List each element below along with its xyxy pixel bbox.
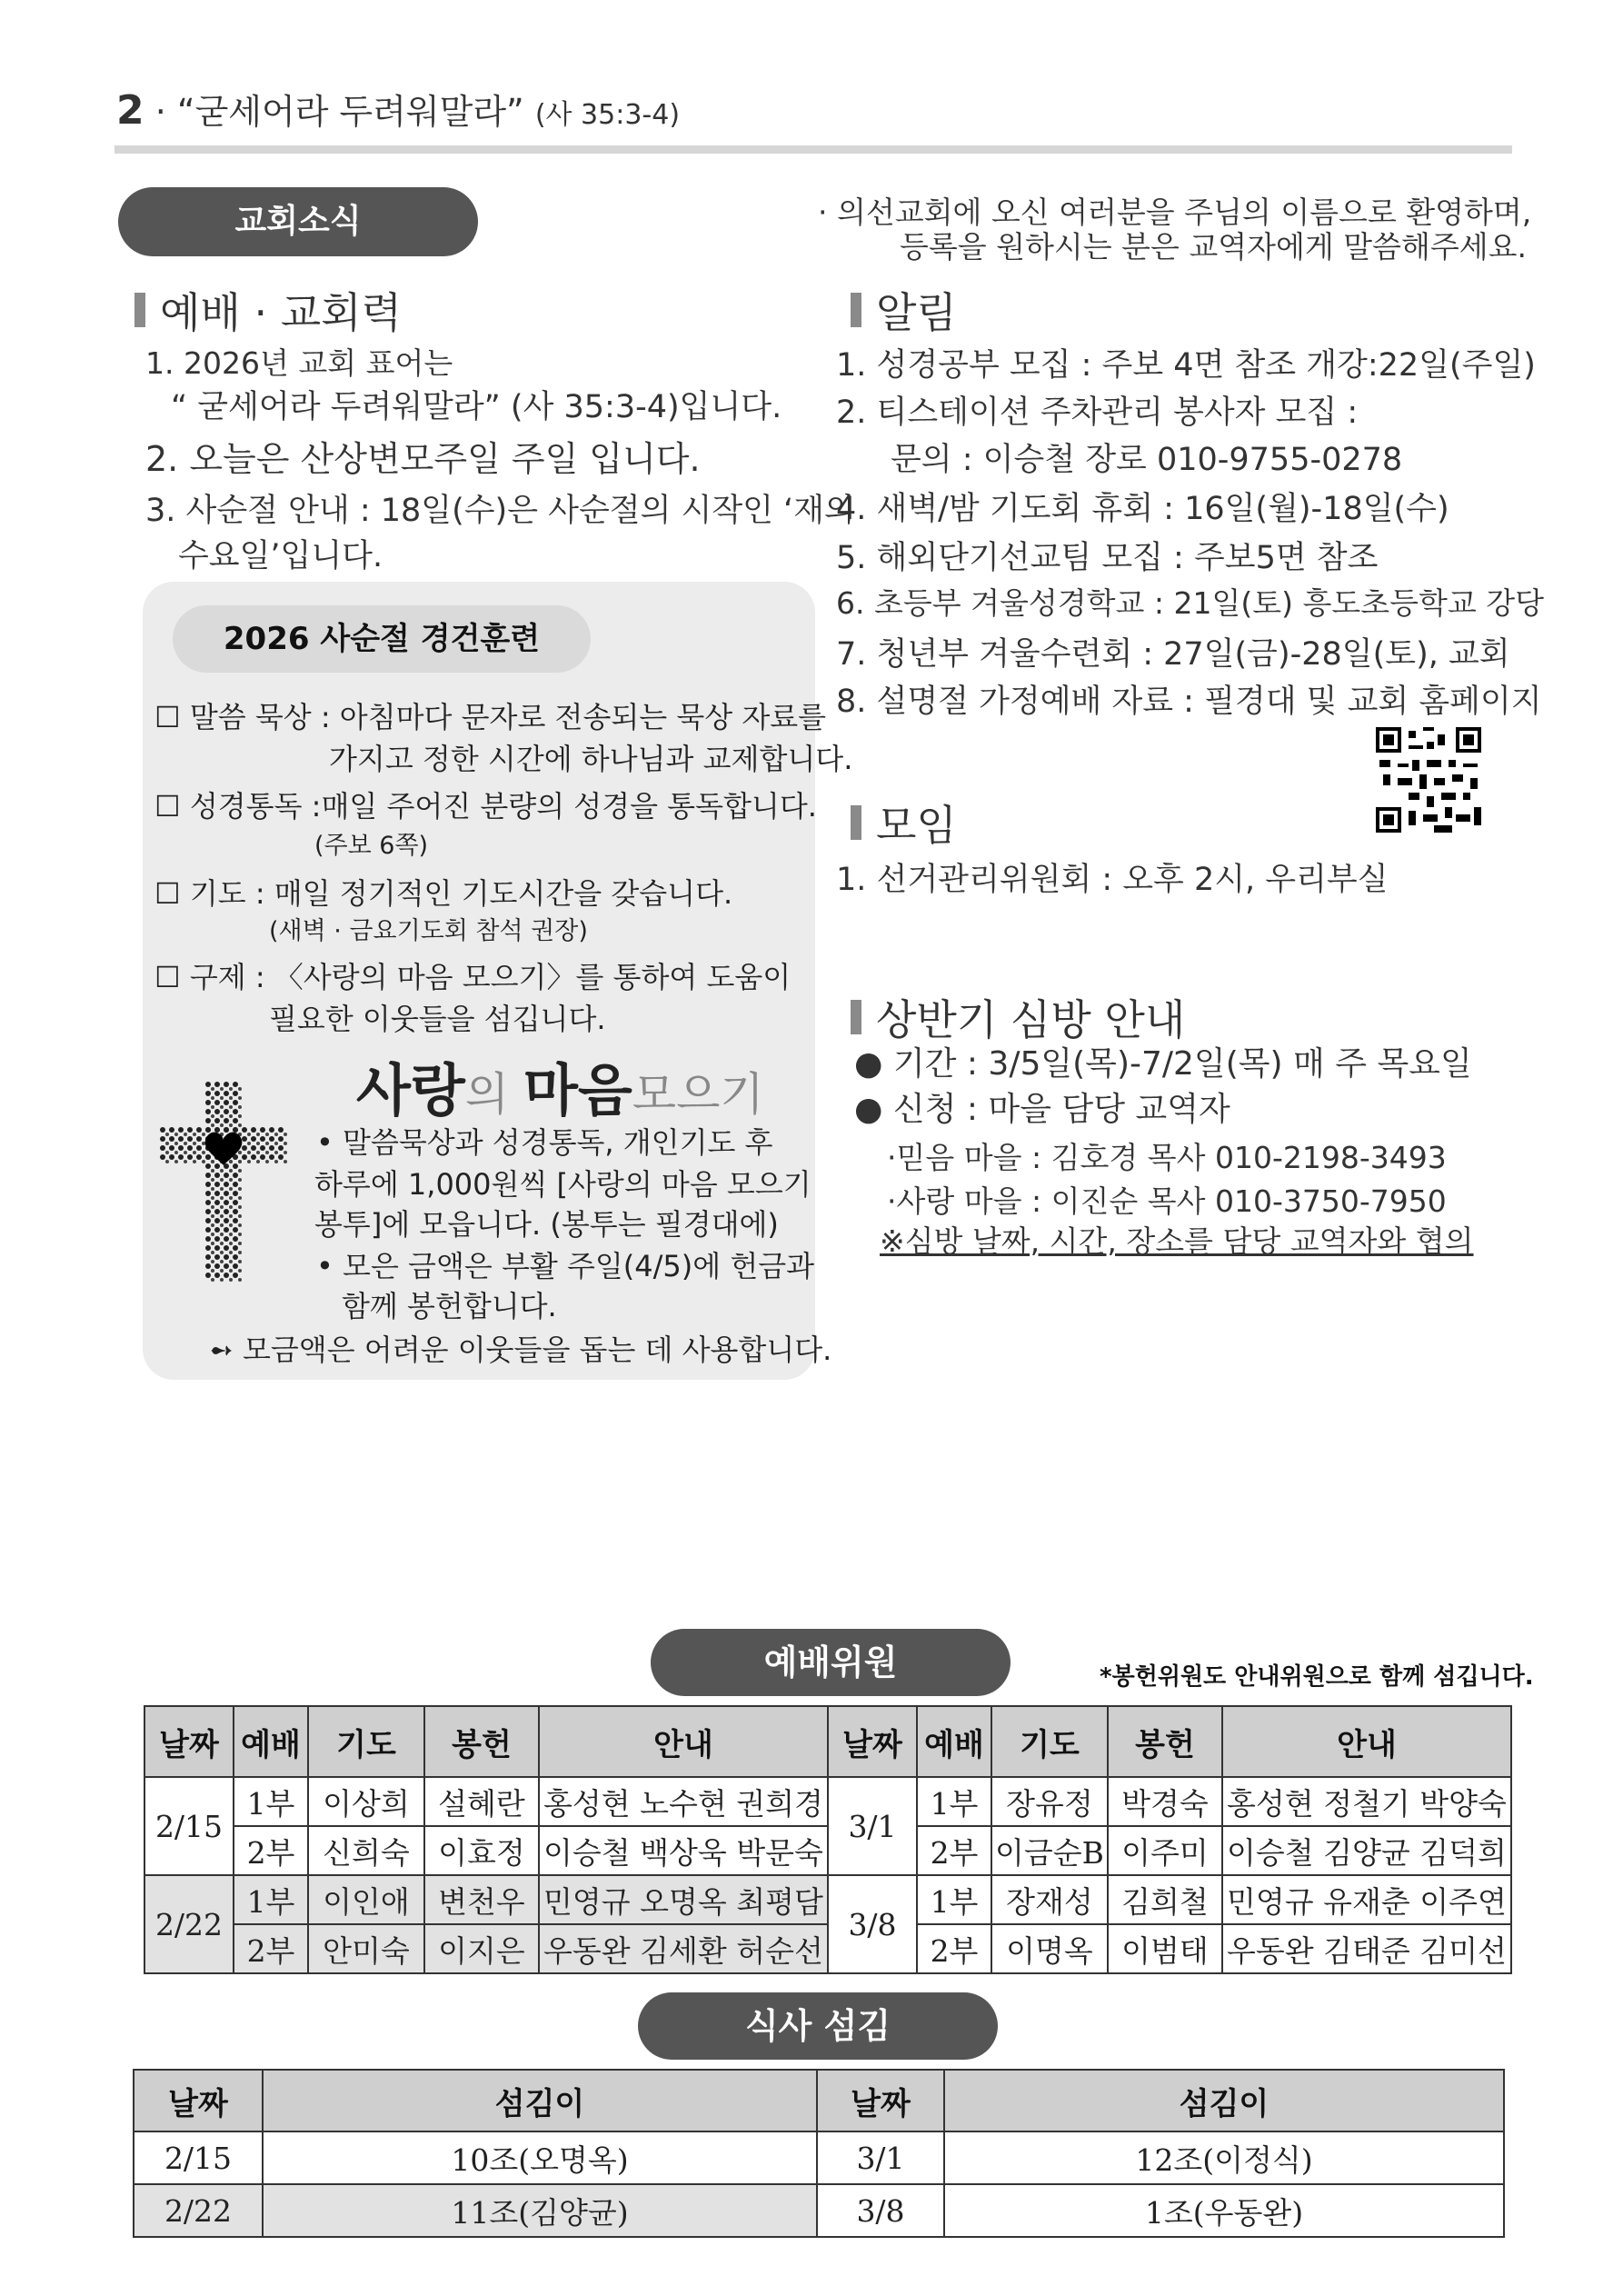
table-cell: 우동완 김태준 김미선: [1222, 1924, 1511, 1973]
col-header: 날짜: [828, 1706, 917, 1777]
visit-title: 상반기 심방 안내: [876, 995, 1186, 1044]
love-line: 하루에 1,000원씩 [사랑의 마음 모으기: [314, 1167, 812, 1202]
lent-pill: 2026 사순절 경건훈련: [173, 605, 591, 673]
table-cell: 11조(김양균): [263, 2184, 817, 2237]
notice-item: 문의 : 이승철 장로 010-9755-0278: [891, 442, 1403, 478]
table-cell: 12조(이정식): [944, 2131, 1504, 2184]
table-cell: 2/15: [134, 2131, 263, 2184]
meeting-item: 1. 선거관리위원회 : 오후 2시, 우리부실: [836, 862, 1389, 898]
table-row: [134, 2131, 1504, 2184]
visit-village: ·사랑 마을 : 이진순 목사 010-3750-7950: [887, 1183, 1447, 1219]
table-cell: 3/8: [817, 2184, 944, 2237]
meeting-heading: [851, 793, 957, 853]
notice-item: 6. 초등부 겨울성경학교 : 21일(토) 흥도초등학교 강당: [836, 585, 1544, 621]
notice-item: 1. 성경공부 모집 : 주보 4면 참조 개강:22일(주일): [836, 347, 1536, 384]
date-cell: 3/8: [828, 1875, 917, 1973]
calendar-item: 3. 사순절 안내 : 18일(수)은 사순절의 시작인 ‘재의: [145, 493, 855, 529]
table-cell: 이지은: [424, 1924, 539, 1973]
col-header: 기도: [308, 1706, 424, 1777]
section-bar: [134, 293, 145, 327]
lent-line: (주보 6쪽): [314, 832, 429, 860]
visit-village: ·믿음 마을 : 김호경 목사 010-2198-3493: [887, 1140, 1447, 1175]
header-motto: “굳세어라 두려워말라”: [176, 92, 524, 132]
lent-line: ☐ 말씀 묵상 : 아침마다 문자로 전송되는 묵상 자료를: [154, 700, 827, 734]
table-cell: 안미숙: [308, 1924, 424, 1973]
cross-heart-icon: [160, 1082, 287, 1282]
table-cell: 민영규 유재춘 이주연: [1222, 1875, 1511, 1924]
table-cell: 이승철 백상욱 박문숙: [539, 1826, 828, 1875]
page-number: 2: [116, 87, 144, 134]
worship-calendar-title: 예배 · 교회력: [160, 288, 403, 337]
church-news-pill: 교회소식: [118, 187, 478, 256]
table-cell: 이금순B: [991, 1826, 1108, 1875]
qr-code-icon[interactable]: [1376, 727, 1481, 833]
worship-staff-note: *봉헌위원도 안내위원으로 함께 섬깁니다.: [1100, 1663, 1534, 1691]
header-sep: ·: [154, 92, 166, 132]
col-header: 예배: [234, 1706, 308, 1777]
table-cell: 1부: [917, 1875, 991, 1924]
lent-line: ☐ 기도 : 매일 정기적인 기도시간을 갖습니다.: [154, 876, 733, 911]
love-line: • 모은 금액은 부활 주일(4/5)에 헌금과: [316, 1249, 815, 1283]
notice-item: 5. 해외단기선교팀 모집 : 주보5면 참조: [836, 540, 1379, 576]
worship-staff-pill: 예배위원: [651, 1629, 1011, 1696]
welcome-line-1: · 의선교회에 오신 여러분을 주님의 이름으로 환영하며,: [818, 195, 1532, 230]
lent-line: ☐ 성경통독 :매일 주어진 분량의 성경을 통독합니다.: [154, 789, 817, 824]
col-header: 안내: [1222, 1706, 1511, 1777]
love-title-part: 마음: [523, 1057, 632, 1123]
section-bar: [851, 1000, 861, 1034]
table-header-row: [144, 1706, 1511, 1777]
meal-service-pill: 식사 섬김: [638, 1992, 998, 2060]
header-ref: (사 35:3-4): [534, 99, 681, 131]
table-cell: 1부: [234, 1777, 308, 1826]
table-cell: 장재성: [991, 1875, 1108, 1924]
table-cell: 1부: [917, 1777, 991, 1826]
date-cell: 2/22: [144, 1875, 234, 1973]
table-row: [134, 2184, 1504, 2237]
table-cell: 이효정: [424, 1826, 539, 1875]
calendar-item: 2. 오늘은 산상변모주일 주일 입니다.: [145, 439, 701, 479]
lent-line: (새벽 · 금요기도회 참석 권장): [269, 917, 588, 945]
love-title-part: 사랑: [356, 1057, 465, 1123]
notice-item: 7. 청년부 겨울수련회 : 27일(금)-28일(토), 교회: [836, 636, 1510, 673]
col-header: 봉헌: [1108, 1706, 1222, 1777]
table-cell: 이승철 김양균 김덕희: [1222, 1826, 1511, 1875]
calendar-item: “ 굳세어라 두려워말라” (사 35:3-4)입니다.: [171, 389, 782, 425]
notice-item: 2. 티스테이션 주차관리 봉사자 모집 :: [836, 394, 1359, 431]
visit-note: ※심방 날짜, 시간, 장소를 담당 교역자와 협의: [880, 1223, 1474, 1259]
table-row: [144, 1777, 1511, 1826]
love-collection-title: [356, 1045, 764, 1126]
lent-line: ☐ 구제 : 〈사랑의 마음 모으기〉를 통하여 도움이: [154, 960, 792, 994]
calendar-item: 1. 2026년 교회 표어는: [145, 345, 453, 381]
table-cell: 이명옥: [991, 1924, 1108, 1973]
notice-heading: [851, 280, 957, 340]
love-title-part: 모으기: [632, 1068, 764, 1121]
table-cell: 홍성현 정철기 박양숙: [1222, 1777, 1511, 1826]
table-cell: 변천우: [424, 1875, 539, 1924]
col-header: 날짜: [817, 2070, 944, 2131]
visit-period: ● 기간 : 3/5일(목)-7/2일(목) 매 주 목요일: [854, 1045, 1472, 1083]
visit-apply: ● 신청 : 마을 담당 교역자: [854, 1091, 1230, 1128]
table-row: [144, 1875, 1511, 1924]
table-cell: 2부: [917, 1924, 991, 1973]
col-header: 날짜: [134, 2070, 263, 2131]
calendar-item: 수요일’입니다.: [178, 538, 383, 574]
meeting-title: 모임: [876, 801, 957, 850]
table-header-row: [134, 2070, 1504, 2131]
table-cell: 이주미: [1108, 1826, 1222, 1875]
table-cell: 이인애: [308, 1875, 424, 1924]
table-cell: 2부: [234, 1924, 308, 1973]
table-cell: 1부: [234, 1875, 308, 1924]
page-header: [116, 84, 680, 134]
table-cell: 신희숙: [308, 1826, 424, 1875]
table-cell: 장유정: [991, 1777, 1108, 1826]
table-cell: 3/1: [817, 2131, 944, 2184]
worship-staff-table: [144, 1705, 1512, 1974]
love-line: 봉투]에 모읍니다. (봉투는 필경대에): [314, 1207, 779, 1242]
section-bar: [851, 805, 861, 840]
table-cell: 김희철: [1108, 1875, 1222, 1924]
love-line: ➻ 모금액은 어려운 이웃들을 돕는 데 사용합니다.: [209, 1333, 832, 1367]
lent-line: 필요한 이웃들을 섬깁니다.: [269, 1002, 606, 1036]
date-cell: 3/1: [828, 1777, 917, 1875]
table-cell: 홍성현 노수현 권희경: [539, 1777, 828, 1826]
notice-title: 알림: [876, 288, 957, 337]
table-cell: 이범태: [1108, 1924, 1222, 1973]
love-line: 함께 봉헌합니다.: [342, 1289, 557, 1323]
meal-service-table: [133, 2069, 1505, 2238]
table-cell: 민영규 오명옥 최평담: [539, 1875, 828, 1924]
date-cell: 2/15: [144, 1777, 234, 1875]
table-cell: 1조(우동완): [944, 2184, 1504, 2237]
table-cell: 우동완 김세환 허순선: [539, 1924, 828, 1973]
worship-calendar-heading: [134, 280, 402, 340]
table-cell: 2부: [234, 1826, 308, 1875]
notice-item: 4. 새벽/밤 기도회 휴회 : 16일(월)-18일(수): [836, 491, 1449, 527]
section-bar: [851, 293, 861, 327]
header-divider: [115, 145, 1512, 154]
col-header: 날짜: [144, 1706, 234, 1777]
table-cell: 10조(오명옥): [263, 2131, 817, 2184]
col-header: 예배: [917, 1706, 991, 1777]
notice-item: 8. 설명절 가정예배 자료 : 필경대 및 교회 홈페이지: [836, 684, 1542, 720]
table-cell: 이상희: [308, 1777, 424, 1826]
lent-line: 가지고 정한 시간에 하나님과 교제합니다.: [329, 742, 853, 776]
col-header: 기도: [991, 1706, 1108, 1777]
col-header: 섬김이: [944, 2070, 1504, 2131]
table-cell: 2/22: [134, 2184, 263, 2237]
table-cell: 2부: [917, 1826, 991, 1875]
table-cell: 설혜란: [424, 1777, 539, 1826]
love-title-part: 의: [464, 1068, 523, 1121]
col-header: 섬김이: [263, 2070, 817, 2131]
col-header: 봉헌: [424, 1706, 539, 1777]
welcome-line-2: 등록을 원하시는 분은 교역자에게 말씀해주세요.: [900, 229, 1528, 265]
love-line: • 말씀묵상과 성경통독, 개인기도 후: [316, 1125, 773, 1160]
table-cell: 박경숙: [1108, 1777, 1222, 1826]
col-header: 안내: [539, 1706, 828, 1777]
